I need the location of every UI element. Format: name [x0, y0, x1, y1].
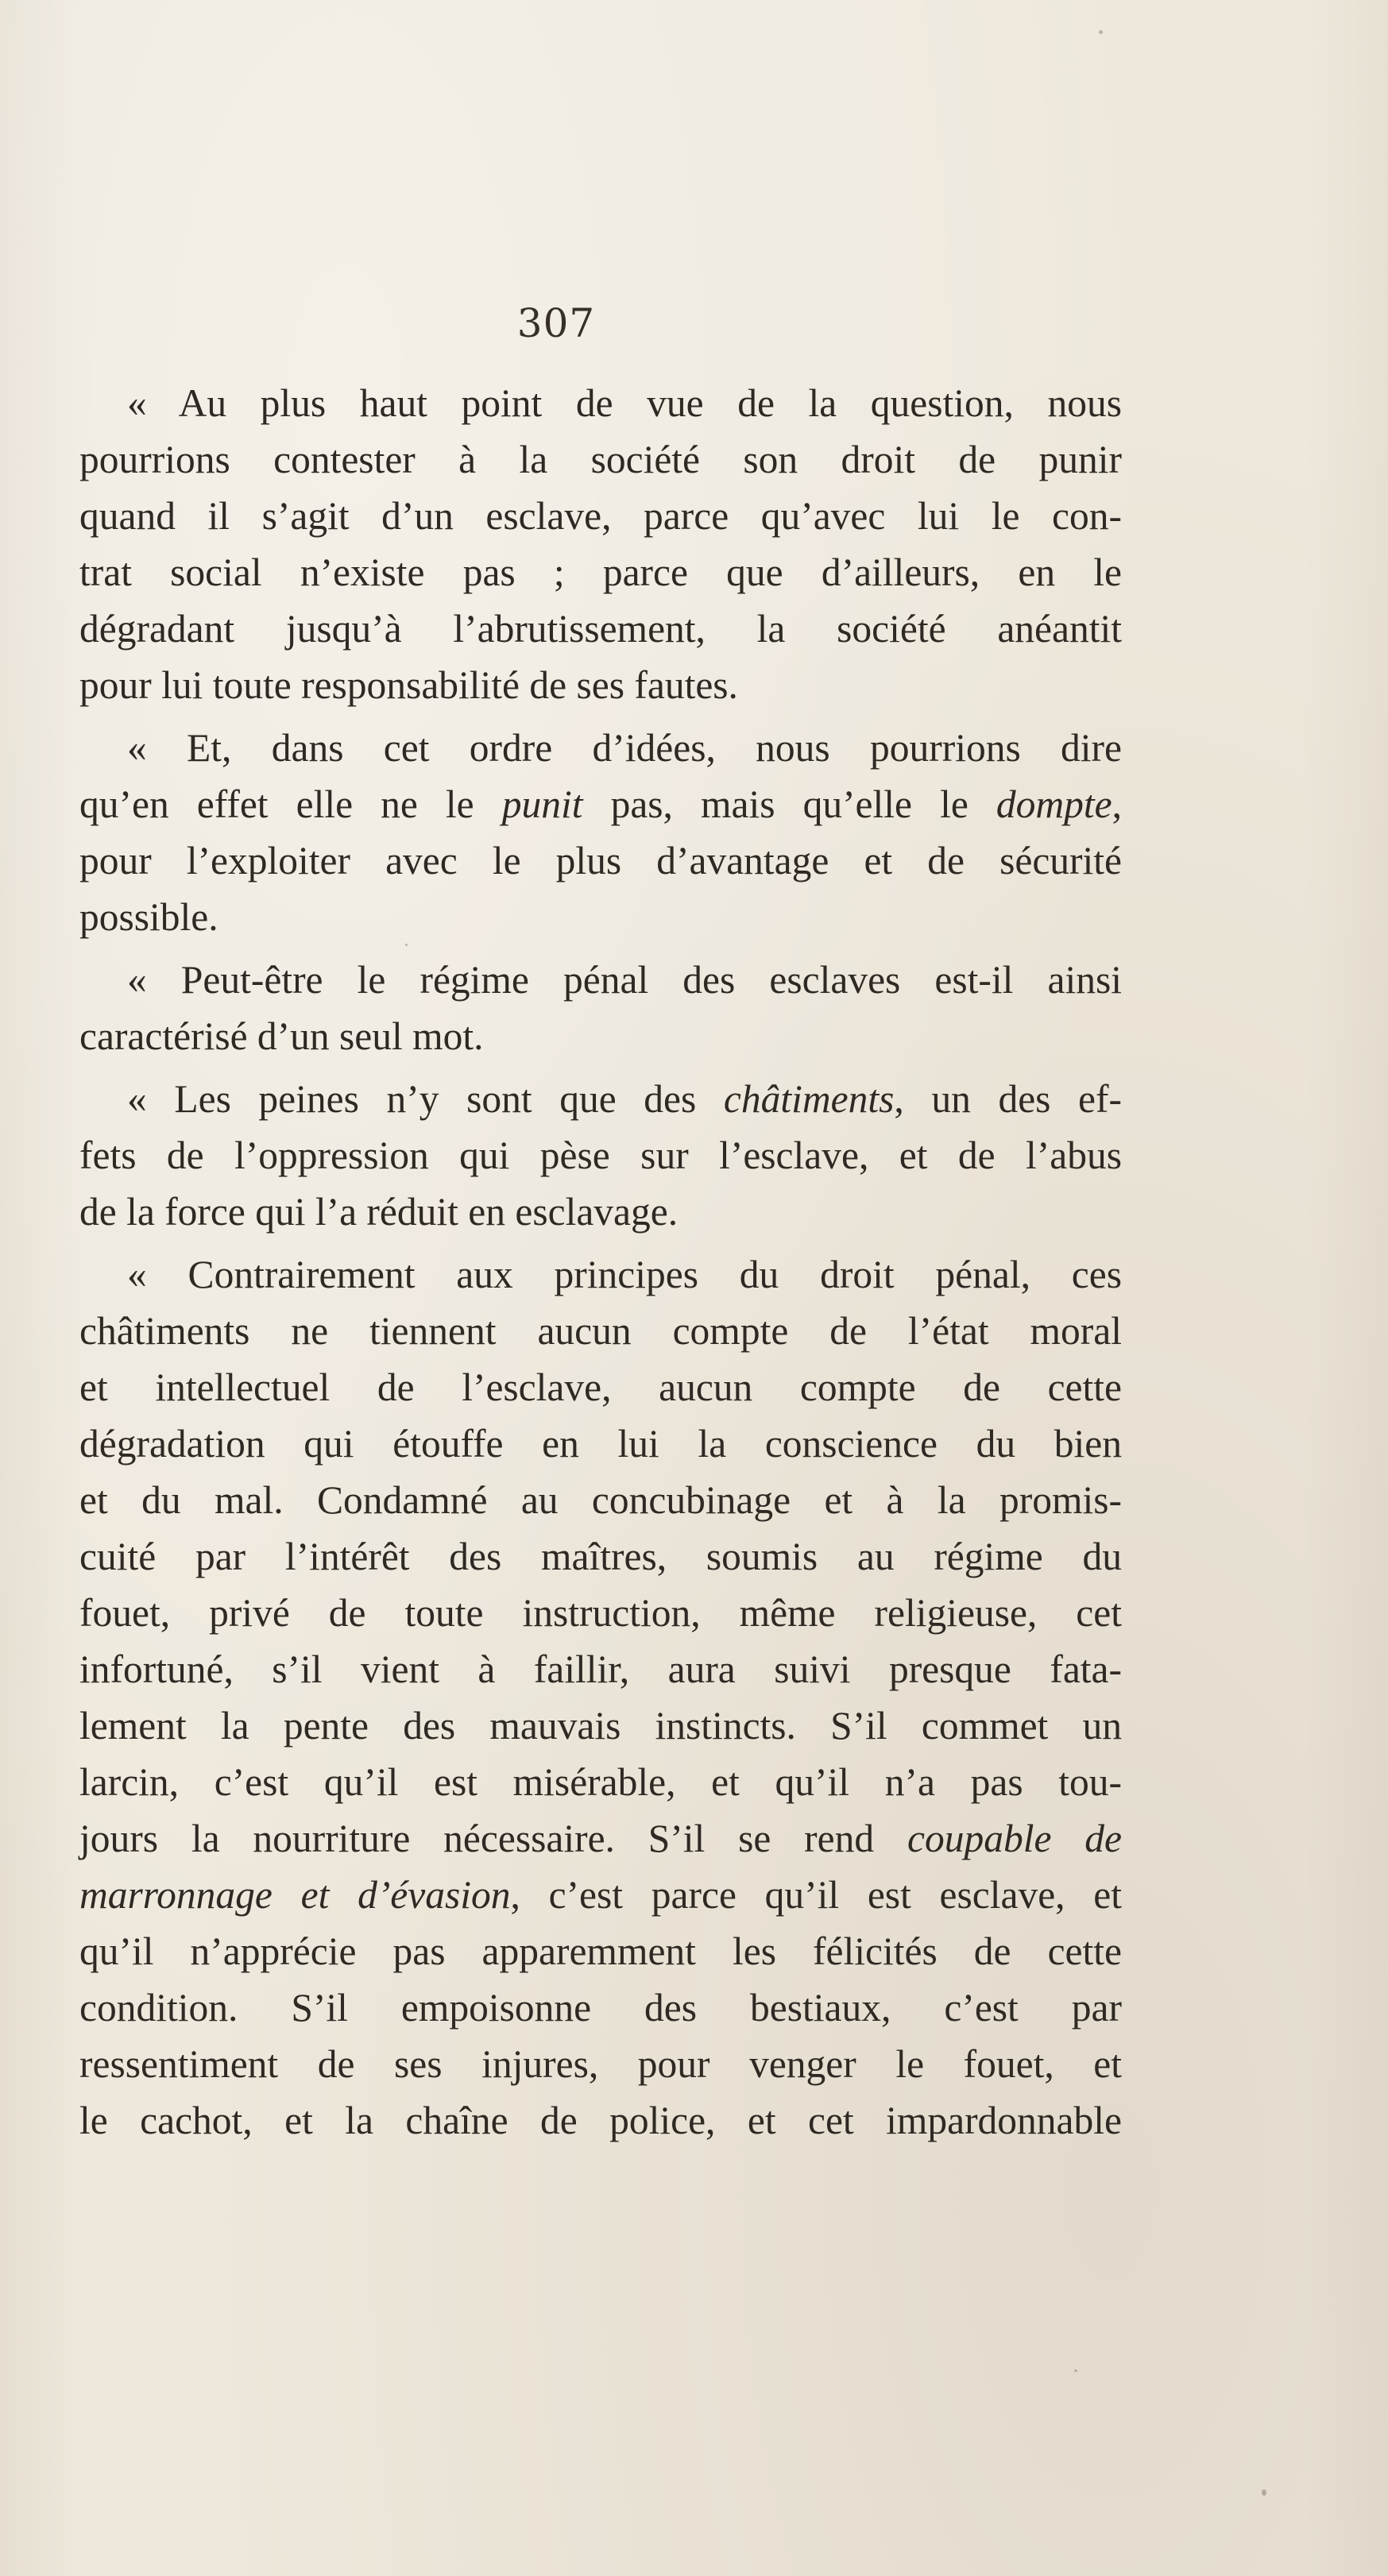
text-line: fets de l’oppression qui pèse sur l’esclave, et de l’abus [79, 1134, 1122, 1177]
text-line: caractérisé d’un seul mot. [79, 1014, 484, 1058]
text-line: « Peut-être le régime pénal des esclaves est-il ainsi [127, 958, 1122, 1002]
paper-speck [1074, 2369, 1077, 2372]
text-line: larcin, c’est qu’il est misérable, et qu’il n’a pas tou- [79, 1760, 1122, 1804]
text-line: et du mal. Condamné au concubinage et à la promis- [79, 1478, 1122, 1522]
paper-speck [405, 944, 408, 946]
italic-text: châtiments [723, 1077, 895, 1121]
paragraph [79, 1246, 1122, 2149]
text-line: « Contrairement aux principes du droit pénal, ces [127, 1253, 1122, 1296]
text-line: lement la pente des mauvais instincts. S’il commet un [79, 1704, 1122, 1748]
text-line: dégradation qui étouffe en lui la conscience du bien [79, 1422, 1122, 1466]
text-line: pour lui toute responsabilité de ses fautes. [79, 663, 738, 707]
italic-text: coupable de [907, 1817, 1122, 1860]
italic-text: punit [501, 782, 583, 826]
paragraph [79, 1071, 1122, 1240]
paper-speck [1262, 2489, 1266, 2496]
text-line: qu’il n’apprécie pas apparemment les félicités de cette [79, 1929, 1122, 1973]
text-line: quand il s’agit d’un esclave, parce qu’avec lui le con- [79, 494, 1122, 538]
page-number: 307 [516, 300, 596, 346]
text-line: condition. S’il empoisonne des bestiaux, c’est par [79, 1986, 1122, 2030]
italic-text: dompte [996, 782, 1112, 826]
paragraph [79, 952, 1122, 1064]
paper-speck [1099, 30, 1103, 34]
text-line: qu’en effet elle ne le punit pas, mais qu’elle le dompte, [79, 782, 1122, 826]
text-line: « Au plus haut point de vue de la question, nous [127, 381, 1122, 425]
text-line: « Les peines n’y sont que des châtiments, un des ef- [127, 1077, 1122, 1121]
text-line: pourrions contester à la société son droit de punir [79, 438, 1122, 481]
text-line: infortuné, s’il vient à faillir, aura suivi presque fata- [79, 1647, 1122, 1691]
text-line: le cachot, et la chaîne de police, et cet impardonnable [79, 2099, 1122, 2142]
text-line: marronnage et d’évasion, c’est parce qu’il est esclave, et [79, 1873, 1122, 1917]
text-line: de la force qui l’a réduit en esclavage. [79, 1190, 679, 1234]
text-line: et intellectuel de l’esclave, aucun compte de cette [79, 1365, 1122, 1409]
body-text [79, 375, 1122, 2155]
text-line: cuité par l’intérêt des maîtres, soumis au régime du [79, 1535, 1122, 1578]
italic-text: marronnage et d’évasion [79, 1873, 511, 1917]
text-line: ressentiment de ses injures, pour venger le fouet, et [79, 2042, 1122, 2086]
text-line: « Et, dans cet ordre d’idées, nous pourrions dire [127, 726, 1122, 770]
text-line: dégradant jusqu’à l’abrutissement, la société anéantit [79, 607, 1122, 651]
text-line: trat social n’existe pas ; parce que d’ailleurs, en le [79, 550, 1122, 594]
paragraph [79, 375, 1122, 713]
paragraph [79, 720, 1122, 945]
text-line: pour l’exploiter avec le plus d’avantage et de sécurité [79, 839, 1122, 882]
text-line: jours la nourriture nécessaire. S’il se rend coupable de [79, 1817, 1122, 1860]
text-line: fouet, privé de toute instruction, même religieuse, cet [79, 1591, 1122, 1635]
text-line: châtiments ne tiennent aucun compte de l’état moral [79, 1309, 1122, 1353]
text-line: possible. [79, 895, 218, 939]
